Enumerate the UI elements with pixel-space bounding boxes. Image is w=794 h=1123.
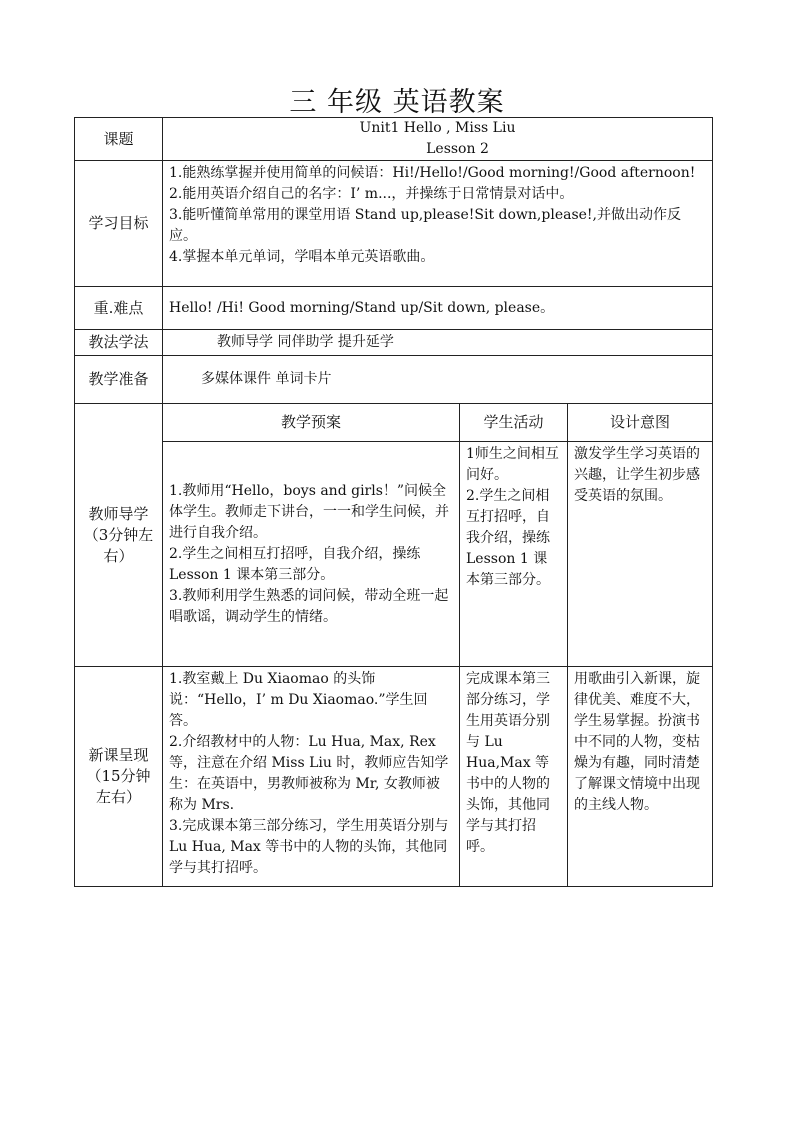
goals-list xyxy=(163,161,713,287)
goals-label: 学习目标 xyxy=(75,161,163,287)
prep-value: 多媒体课件 单词卡片 xyxy=(163,356,713,404)
keypoints-label: 重.难点 xyxy=(75,287,163,330)
topic-row xyxy=(75,118,713,161)
lesson-plan-table xyxy=(74,117,713,887)
plan-item: 2.介绍教材中的人物：Lu Hua, Max, Rex 等，注意在介绍 Miss Liu 时，教师应告知学生：在英语中，男教师被称为 Mr, 女教师被称为 Mrs. xyxy=(169,734,449,813)
goal-item: 2.能用英语介绍自己的名字：I’ m...，并操练于日常情景对话中。 xyxy=(169,186,574,202)
section-plan-guide xyxy=(163,442,460,667)
goal-item: 1.能熟练掌握并使用简单的问候语：Hi!/Hello!/Good morning!/Good afternoon! xyxy=(169,165,696,181)
section-intent-new xyxy=(568,667,713,887)
document-title: 三 年级 英语教案 xyxy=(289,87,505,118)
column-header-row xyxy=(75,404,713,442)
prep-label: 教学准备 xyxy=(75,356,163,404)
intent-item: 激发学生学习英语的兴趣，让学生初步感受英语的氛围。 xyxy=(574,446,700,504)
plan-item: 1.教室戴上 Du Xiaomao 的头饰说：“Hello，I’ m Du Xiaomao.”学生回答。 xyxy=(169,671,428,729)
prep-row xyxy=(75,356,713,404)
section-intent-guide xyxy=(568,442,713,667)
goals-row xyxy=(75,161,713,287)
section-row-guide xyxy=(75,442,713,667)
section-activity-guide xyxy=(460,442,568,667)
section-label-new: 新课呈现（15分钟左右） xyxy=(75,667,163,887)
methods-label: 教法学法 xyxy=(75,330,163,356)
goal-item: 3.能听懂简单常用的课堂用语 Stand up,please!Sit down,please!,并做出动作反应。 xyxy=(169,207,681,244)
activity-item: 完成课本第三部分练习，学生用英语分别与 Lu Hua,Max 等书中的人物的头饰，其他同学与其打招呼。 xyxy=(466,671,550,855)
methods-row xyxy=(75,330,713,356)
goal-item: 4.掌握本单元单词，学唱本单元英语歌曲。 xyxy=(169,249,435,265)
activity-item: 1师生之间相互问好。 xyxy=(466,446,559,483)
intent-item: 用歌曲引入新课，旋律优美、难度不大，学生易掌握。扮演书中不同的人物，变枯燥为有趣，同时清楚了解课文情境中出现的主线人物。 xyxy=(574,671,700,813)
column-header-plan: 教学预案 xyxy=(163,404,460,442)
plan-item: 3.教师利用学生熟悉的词问候，带动全班一起唱歌谣，调动学生的情绪。 xyxy=(169,587,449,625)
methods-value: 教师导学 同伴助学 提升延学 xyxy=(163,330,713,356)
plan-item: 2.学生之间相互打招呼，自我介绍，操练 Lesson 1 课本第三部分。 xyxy=(169,545,421,583)
plan-item: 1.教师用“Hello，boys and girls！”问候全体学生。教师走下讲台，一一和学生问候，并进行自我介绍。 xyxy=(169,482,449,541)
activity-item: 2.学生之间相互打招呼，自我介绍，操练 Lesson 1 课本第三部分。 xyxy=(466,488,550,588)
section-label-guide: 教师导学（3分钟左右） xyxy=(75,404,163,667)
section-activity-new xyxy=(460,667,568,887)
topic-lesson: Lesson 2 xyxy=(426,141,489,157)
section-plan-new xyxy=(163,667,460,887)
topic-value xyxy=(163,118,713,161)
column-header-intent: 设计意图 xyxy=(568,404,713,442)
lesson-plan-sheet xyxy=(74,117,712,885)
column-header-activity: 学生活动 xyxy=(460,404,568,442)
keypoints-value: Hello! /Hi! Good morning/Stand up/Sit down, please。 xyxy=(163,287,713,330)
topic-label: 课题 xyxy=(75,118,163,161)
topic-unit: Unit1 Hello , Miss Liu xyxy=(359,120,516,136)
plan-item: 3.完成课本第三部分练习，学生用英语分别与 Lu Hua, Max 等书中的人物的头饰，其他同学与其打招呼。 xyxy=(169,818,449,876)
keypoints-row xyxy=(75,287,713,330)
section-row-new xyxy=(75,667,713,887)
